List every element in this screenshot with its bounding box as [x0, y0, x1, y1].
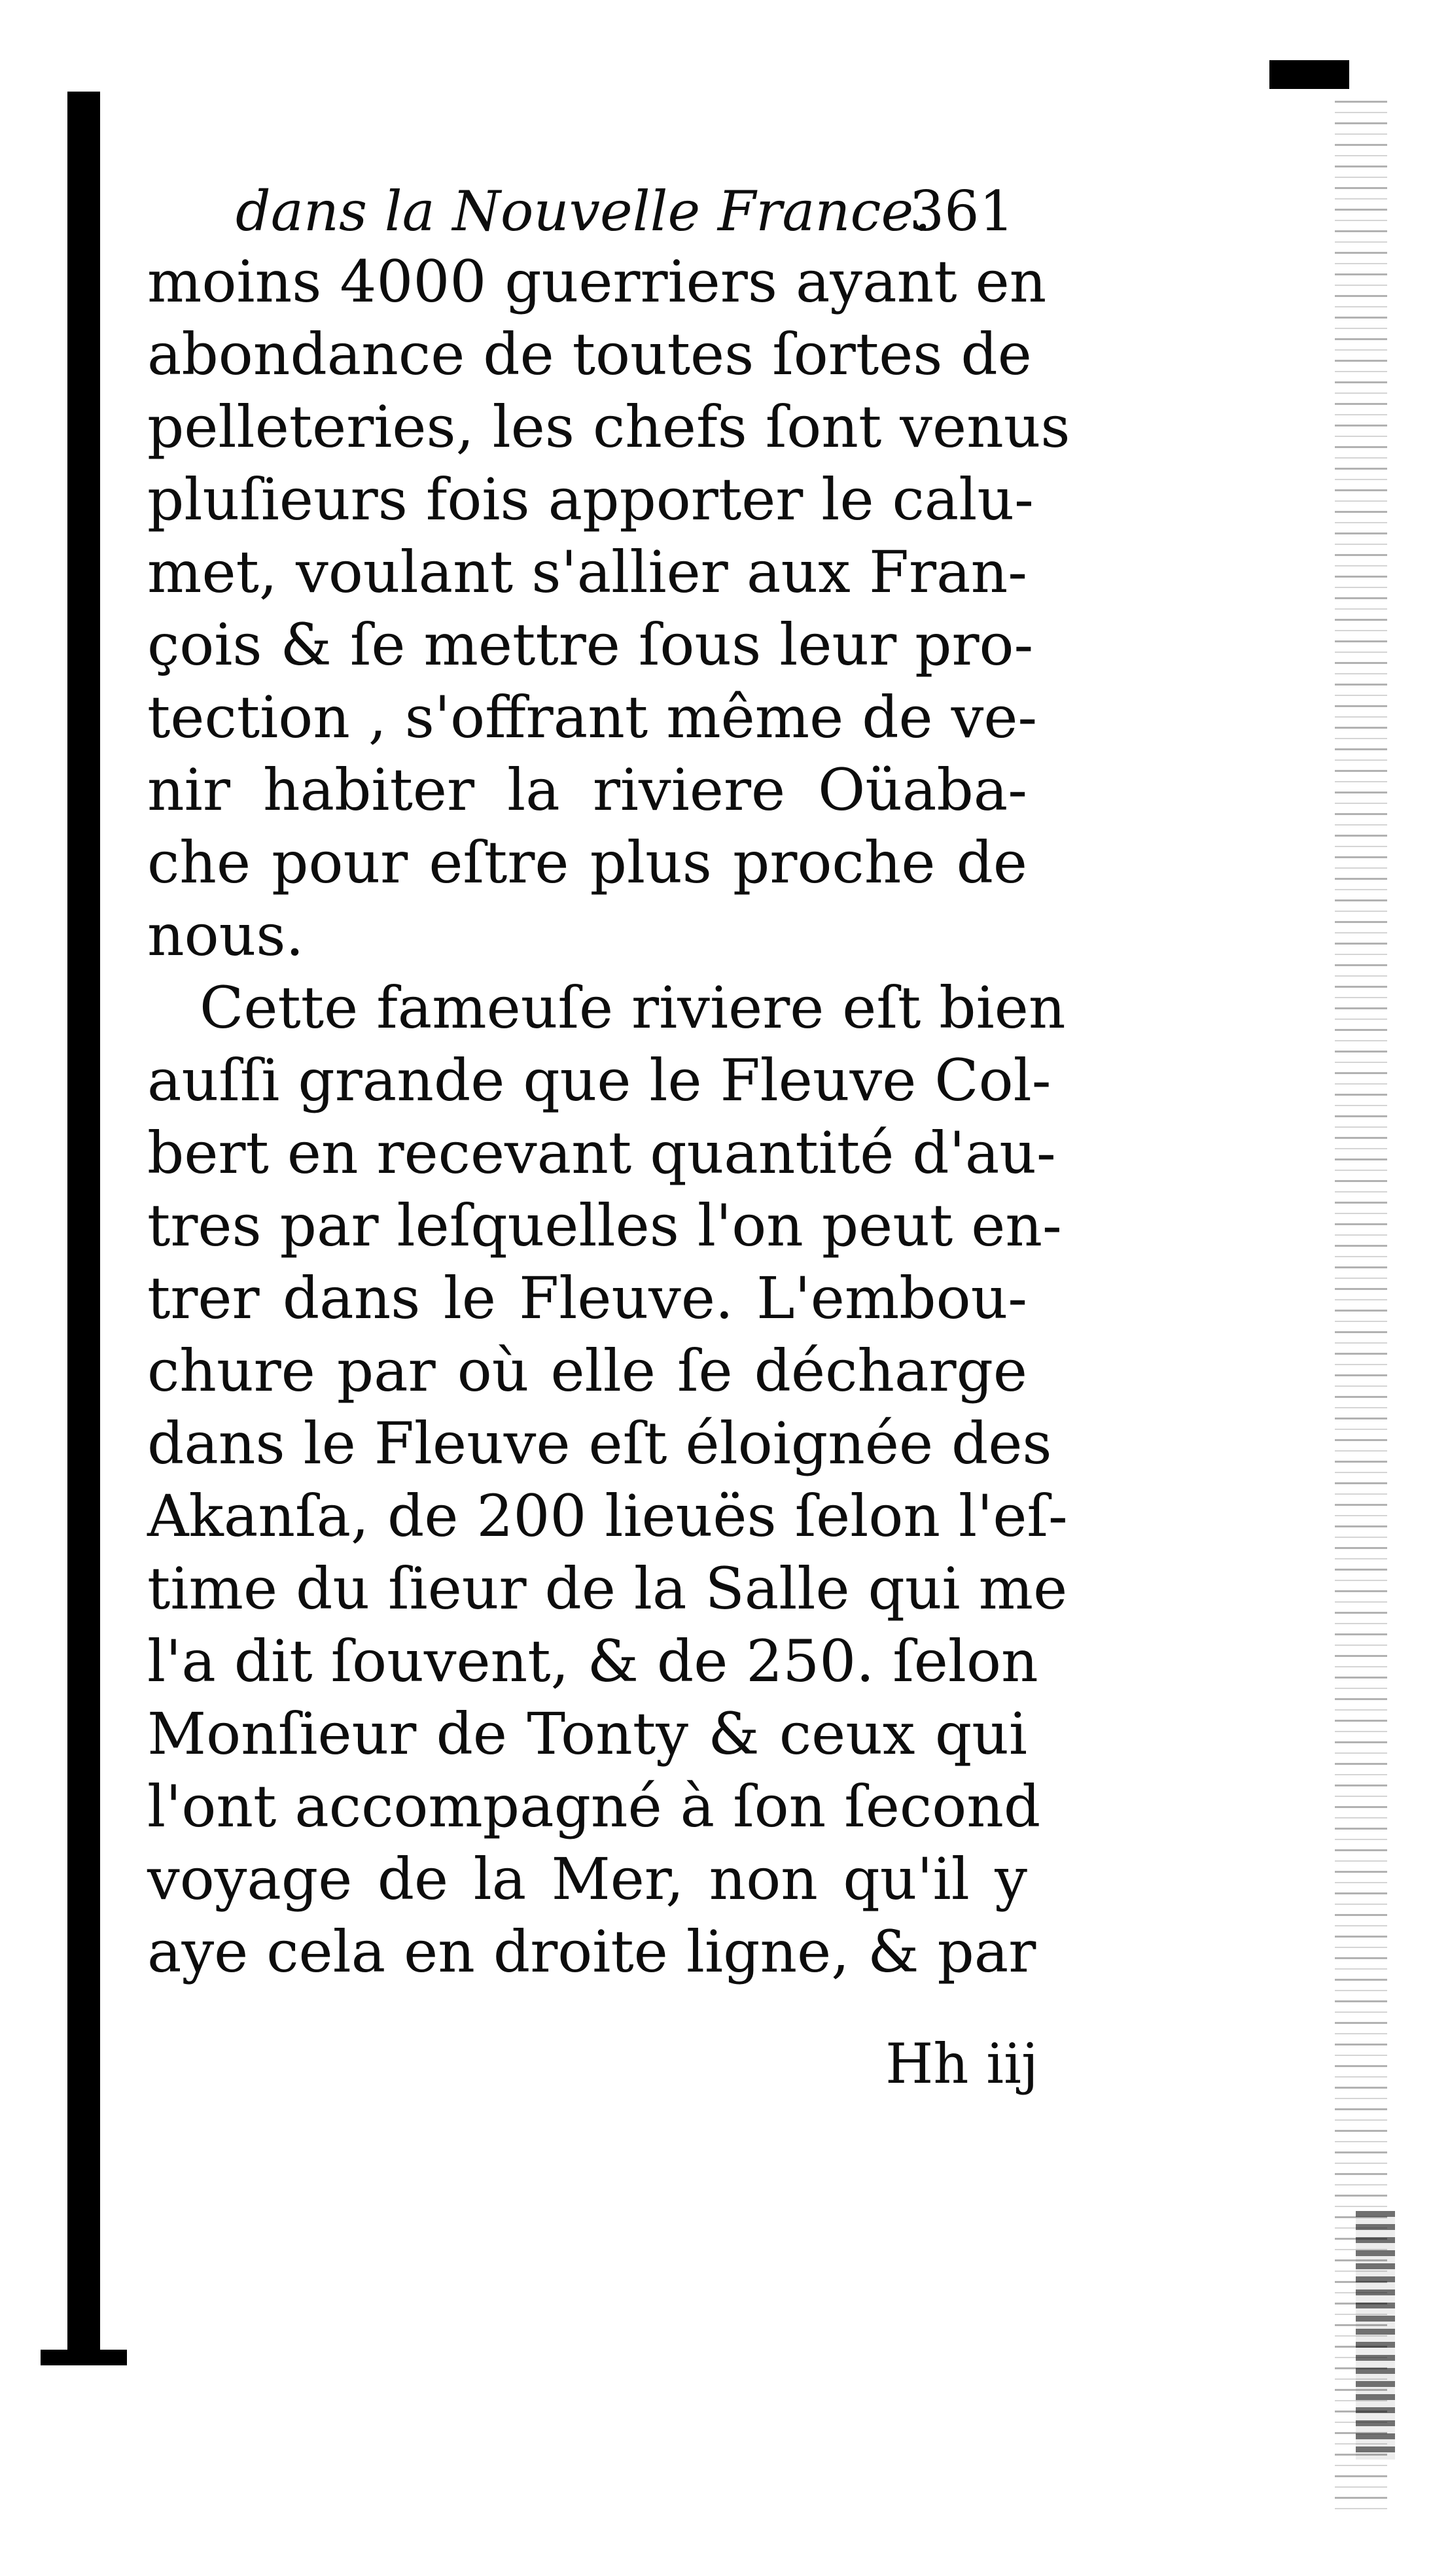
running-head-title: dans la Nouvelle France.: [236, 179, 931, 243]
text-line: nir habiter la riviere Oüaba-: [147, 756, 1027, 824]
text-line: nous.: [147, 901, 304, 969]
running-head: [190, 175, 1040, 247]
page-border-rule: [67, 92, 100, 2365]
text-line: tres par leſquelles l'on peut en-: [147, 1192, 1062, 1259]
text-line: çois & ſe mettre ſous leur pro-: [147, 611, 1034, 678]
body-text: [147, 245, 1070, 1988]
text-line: bert en recevant quantité d'au-: [147, 1119, 1056, 1187]
text-line: voyage de la Mer, non qu'il y: [147, 1845, 1027, 1913]
text-line: auſſi grande que le Fleuve Col-: [147, 1047, 1051, 1114]
page-border-foot: [41, 2350, 127, 2365]
text-line: Cette fameuſe riviere eſt bien: [200, 974, 1066, 1041]
text-line: moins 4000 guerriers ayant en: [147, 248, 1047, 315]
text-line: che pour eſtre plus proche de: [147, 829, 1027, 896]
text-line: tection , s'offrant même de ve-: [147, 684, 1038, 751]
text-line: dans le Fleuve eſt éloignée des: [147, 1410, 1052, 1477]
text-line: pluſieurs fois apporter le calu-: [147, 466, 1034, 533]
page-number: 361: [909, 179, 1014, 243]
text-line: time du ſieur de la Salle qui me: [147, 1555, 1068, 1622]
page-edge-noise: [1335, 92, 1387, 2512]
text-line: chure par où elle ſe décharge: [147, 1337, 1027, 1404]
catchword-signature: Hh iij: [885, 2032, 1038, 2096]
text-line: trer dans le Fleuve. L'embou-: [147, 1264, 1027, 1332]
text-line: l'a dit ſouvent, & de 250. ſelon: [147, 1627, 1038, 1695]
text-line: Monſieur de Tonty & ceux qui: [147, 1700, 1027, 1767]
page-edge-mark: [1269, 60, 1349, 89]
page-edge-noise-dark: [1356, 2211, 1395, 2460]
text-line: met, voulant s'allier aux Fran-: [147, 538, 1027, 606]
text-line: abondance de toutes ſortes de: [147, 321, 1032, 388]
text-line: Akanſa, de 200 lieuës ſelon l'eſ-: [147, 1482, 1068, 1550]
text-line: pelleteries, les chefs ſont venus: [147, 393, 1070, 461]
text-line: l'ont accompagné à ſon ſecond: [147, 1773, 1041, 1840]
text-line: aye cela en droite ligne, & par: [147, 1918, 1036, 1985]
